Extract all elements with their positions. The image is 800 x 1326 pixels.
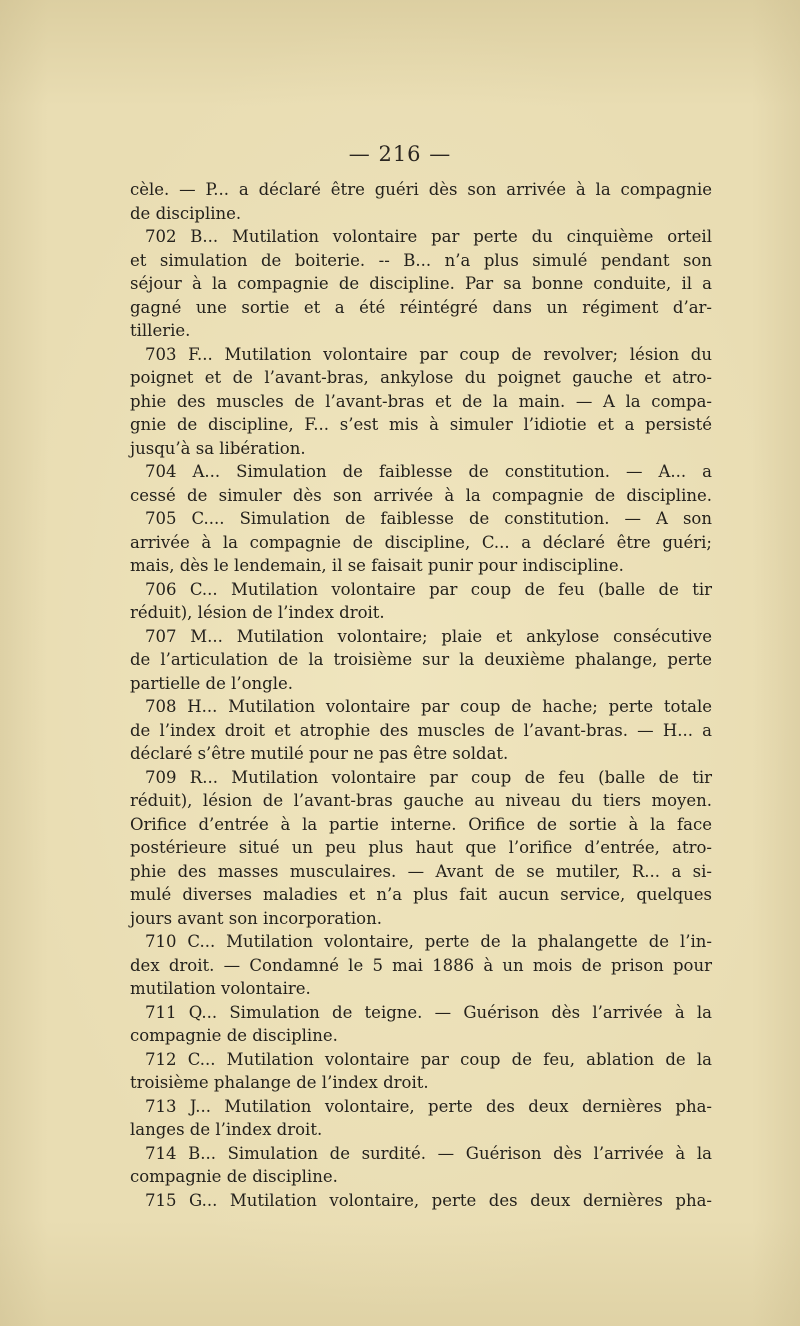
text-line: séjour à la compagnie de discipline. Par sa bonne conduite, il a xyxy=(130,274,712,293)
text-line: jours avant son incorporation. xyxy=(130,908,382,928)
text-line: mutilation volontaire. xyxy=(130,979,311,998)
text-line: 715 G... Mutilation volontaire, perte des deux dernières pha- xyxy=(145,1190,712,1210)
text-line: Orifice d’entrée à la partie interne. Orifice de sortie à la face xyxy=(130,814,712,834)
text-line: gagné une sortie et a été réintégré dans un régiment d’ar- xyxy=(130,297,712,317)
text-line: gnie de discipline, F... s’est mis à simuler l’idiotie et a persisté xyxy=(130,415,712,434)
text-line: mais, dès le lendemain, il se faisait punir pour indiscipline. xyxy=(130,556,624,575)
text-line: 703 F... Mutilation volontaire par coup de revolver; lésion du xyxy=(145,344,712,364)
page-number: — 216 — xyxy=(348,142,452,166)
text-line: arrivée à la compagnie de discipline, C... a déclaré être guéri; xyxy=(130,532,712,552)
text-line: et simulation de boiterie. -- B... n’a plus simulé pendant son xyxy=(130,250,712,270)
text-line: 705 C.... Simulation de faiblesse de constitution. — A son xyxy=(145,509,712,528)
text-line: troisième phalange de l’index droit. xyxy=(130,1073,429,1092)
text-line: jusqu’à sa libération. xyxy=(130,438,306,458)
text-line: de discipline. xyxy=(130,203,242,223)
text-line: 713 J... Mutilation volontaire, perte des deux dernières pha- xyxy=(145,1096,712,1116)
text-line: 707 M... Mutilation volontaire; plaie et ankylose consécutive xyxy=(145,626,712,646)
body-text xyxy=(130,178,712,1212)
text-line: 712 C... Mutilation volontaire par coup de feu, ablation de la xyxy=(145,1049,712,1069)
text-line: 711 Q... Simulation de teigne. — Guérison dès l’arrivée à la xyxy=(145,1002,712,1022)
text-line: postérieure situé un peu plus haut que l’orifice d’entrée, atro- xyxy=(130,838,712,857)
text-line: réduit), lésion de l’index droit. xyxy=(130,603,385,622)
text-line: langes de l’index droit. xyxy=(130,1120,323,1139)
text-line: compagnie de discipline. xyxy=(130,1026,338,1045)
text-line: de l’index droit et atrophie des muscles de l’avant-bras. — H... a xyxy=(130,720,712,740)
text-line: 704 A... Simulation de faiblesse de constitution. — A... a xyxy=(145,462,712,481)
text-line: poignet et de l’avant-bras, ankylose du poignet gauche et atro- xyxy=(130,368,712,387)
text-line: compagnie de discipline. xyxy=(130,1167,338,1186)
text-line: phie des muscles de l’avant-bras et de la main. — A la compa- xyxy=(130,391,712,411)
text-line: 710 C... Mutilation volontaire, perte de la phalangette de l’in- xyxy=(145,932,712,951)
text-line: réduit), lésion de l’avant-bras gauche au niveau du tiers moyen. xyxy=(130,791,712,810)
text-line: tillerie. xyxy=(130,321,191,340)
text-line: 708 H... Mutilation volontaire par coup de hache; perte totale xyxy=(145,697,712,716)
text-line: phie des masses musculaires. — Avant de se mutiler, R... a si- xyxy=(130,861,712,881)
text-line: 702 B... Mutilation volontaire par perte du cinquième orteil xyxy=(145,227,712,246)
text-line: mulé diverses maladies et n’a plus fait aucun service, quelques xyxy=(130,885,712,904)
text-line: déclaré s’être mutilé pour ne pas être soldat. xyxy=(130,744,509,763)
text-line: 709 R... Mutilation volontaire par coup de feu (balle de tir xyxy=(145,767,712,787)
text-line: cessé de simuler dès son arrivée à la compagnie de discipline. xyxy=(130,485,712,505)
text-line: cèle. — P... a déclaré être guéri dès son arrivée à la compagnie xyxy=(130,180,712,199)
text-line: dex droit. — Condamné le 5 mai 1886 à un mois de prison pour xyxy=(130,955,712,975)
text-line: 714 B... Simulation de surdité. — Guérison dès l’arrivée à la xyxy=(145,1143,712,1163)
text-line: de l’articulation de la troisième sur la deuxième phalange, perte xyxy=(130,650,712,669)
text-line: partielle de l’ongle. xyxy=(130,673,294,693)
text-line: 706 C... Mutilation volontaire par coup de feu (balle de tir xyxy=(145,579,712,599)
